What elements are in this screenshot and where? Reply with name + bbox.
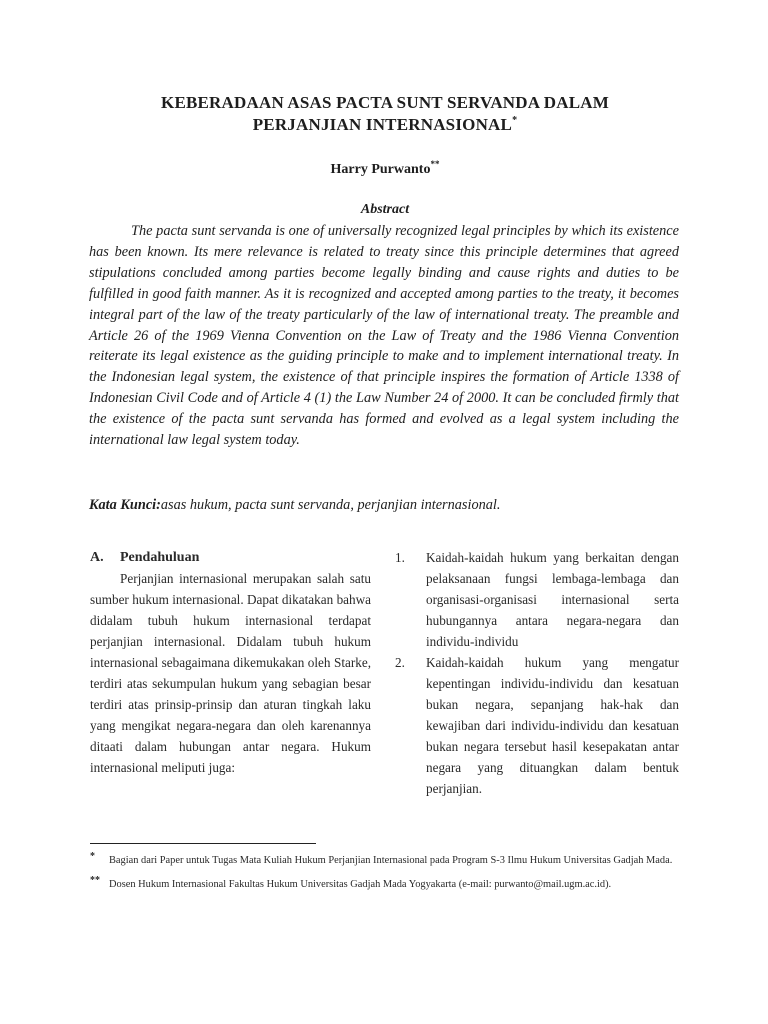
footnote-mark: * [90,851,95,862]
list-item-number: 2. [395,655,405,670]
title-footnote-mark[interactable]: * [512,115,518,126]
footnotes [90,851,680,902]
section-title: Pendahuluan [120,550,200,565]
footnote-divider [90,843,316,844]
left-column [90,547,371,778]
abstract-heading: Abstract [360,202,410,217]
footnote [90,851,680,868]
list-item-number: 1. [395,550,405,565]
section-heading [90,547,371,568]
author-footnote-mark[interactable]: ** [430,159,440,169]
right-column [395,547,679,799]
footnote-mark: ** [90,875,100,886]
section-paragraph: Perjanjian internasional merupakan salah satu sumber hukum internasional. Dapat dikatakan bahwa didalam tubuh hukum internasional terdapat perjanjian internasional. Didalam tubuh hukum internasional sebagaimana dikemukakan oleh Starke, terdiri atas sekumpulan hukum yang sebagian besar terdiri atas prinsip-prinsip dan aturan tingkah laku yang mengikat negara-negara dan oleh karenannya ditaati dalam hubungan antar negara. Hukum internasional meliputi juga: [90,571,371,775]
paper-title [90,92,680,136]
list-item-text: Kaidah-kaidah hukum yang mengatur kepentingan individu-individu dan kesatuan bukan negara, sepanjang hak-hak dan kewajiban dari individu-individu dan kesatuan bukan negara tersebut hasil kesepakatan antar negara yang dituangkan dalam bentuk perjanjian. [426,655,679,796]
author-name: Harry Purwanto [330,162,431,177]
numbered-list [395,547,679,799]
keywords-text: asas hukum, pacta sunt servanda, perjanjian internasional. [160,497,501,513]
list-item [395,652,679,799]
footnote-text: Bagian dari Paper untuk Tugas Mata Kuliah Hukum Perjanjian Internasional pada Program S-3 Ilmu Hukum Universitas Gadjah Mada. [109,855,673,866]
section-letter: A. [90,550,104,565]
keywords [89,495,679,515]
title-line-2 [90,114,680,136]
footnote-text: Dosen Hukum Internasional Fakultas Hukum Universitas Gadjah Mada Yogyakarta (e-mail: purwanto@mail.ugm.ac.id). [109,879,612,890]
author-line [90,160,680,180]
list-item-text: Kaidah-kaidah hukum yang berkaitan dengan pelaksanaan fungsi lembaga-lembaga dan organisasi-organisasi internasional serta hubungannya antara negara-negara dan individu-individu [426,550,679,649]
keywords-label: Kata Kunci: [89,497,161,513]
list-item [395,547,679,652]
abstract-text: The pacta sunt servanda is one of universally recognized legal principles by which its existence has been known. Its mere relevance is related to treaty since this principle determines that agreed stipulations concluded among parties become legally binding and cause rights and duties to be fulfilled in good faith manner. As it is recognized and accepted among parties to the treaty, it becomes integral part of the law of the treaty particularly of the law of international treaty. The preamble and Article 26 of the 1969 Vienna Convention on the Law of Treaty and the 1986 Vienna Convention reiterate its legal existence as the guiding principle to make and to implement international treaty. In the Indonesian legal system, the existence of that principle inspires the formation of Article 1338 of Indonesian Civil Code and of Article 4 (1) the Law Number 24 of 2000. It can be concluded firmly that the existence of the pacta sunt servanda has formed and evolved as a legal system including the international law legal system today. [89,223,679,449]
title-line-2-text: PERJANJIAN INTERNASIONAL [252,115,513,134]
title-line-1: KEBERADAAN ASAS PACTA SUNT SERVANDA DALAM [161,93,609,112]
footnote [90,875,680,892]
